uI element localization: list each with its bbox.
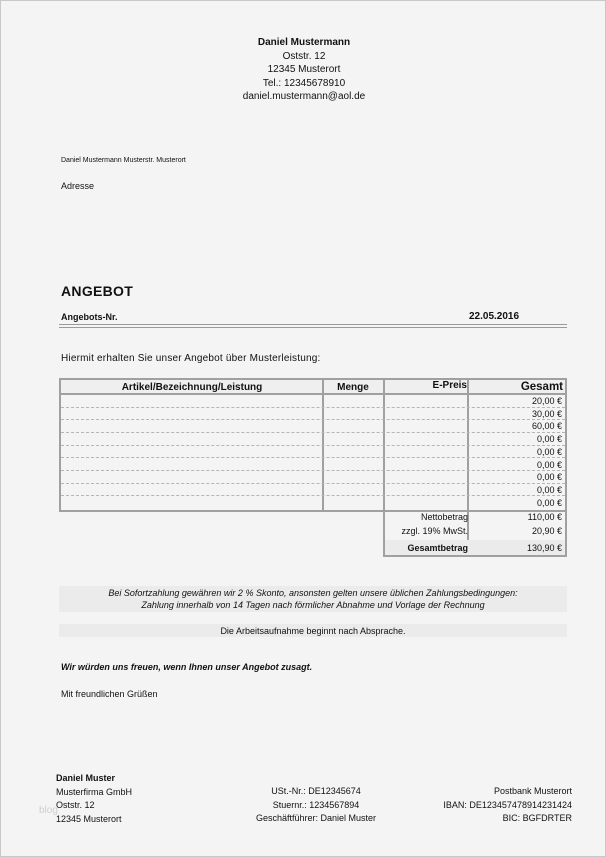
header-quantity: Menge bbox=[337, 382, 369, 393]
offer-date: 22.05.2016 bbox=[469, 311, 520, 322]
return-address-line: Daniel Mustermann Musterstr. Musterort bbox=[61, 157, 186, 164]
offer-number-label: Angebots-Nr. bbox=[61, 312, 118, 322]
row-total: 0,00 € bbox=[536, 472, 562, 483]
work-start-note: Die Arbeitsaufnahme beginnt nach Absprache. bbox=[59, 624, 567, 637]
table-row[interactable] bbox=[61, 484, 565, 497]
footer-iban: IBAN: DE12345747891423142​4 bbox=[443, 799, 572, 810]
footer-tax-number: Stuernr.: 1234567894 bbox=[272, 799, 360, 810]
sender-street: Oststr. 12 bbox=[282, 50, 326, 62]
footer-ceo: Geschäftführer: Daniel Muster bbox=[255, 813, 377, 823]
table-row[interactable] bbox=[61, 471, 565, 484]
table-row[interactable] bbox=[61, 459, 565, 472]
footer-bank: Postbank Musterort bbox=[493, 786, 572, 796]
regards: Mit freundlichen Grüßen bbox=[61, 689, 158, 699]
sender-name: Daniel Mustermann bbox=[257, 37, 351, 48]
sender-phone: Tel.: 12345678910 bbox=[262, 77, 346, 89]
payment-terms-line1: Bei Sofortzahlung gewähren wir 2 % Skonto, ansonsten gelten unsere üblichen Zahlungsbedingungen: bbox=[108, 588, 518, 598]
table-row[interactable] bbox=[61, 408, 565, 421]
table-header bbox=[59, 378, 567, 395]
vat-label: zzgl. 19% MwSt. bbox=[401, 526, 468, 536]
row-total: 60,00 € bbox=[531, 421, 562, 432]
totals-summary bbox=[383, 510, 567, 557]
net-row bbox=[385, 510, 565, 524]
sender-city: 12345 Musterort bbox=[267, 64, 341, 75]
footer-street: Oststr. 12 bbox=[56, 800, 95, 810]
payment-terms-line2: Zahlung innerhalb von 14 Tagen nach förmlicher Abnahme und Vorlage der Rechnung bbox=[141, 600, 485, 610]
table-row[interactable] bbox=[61, 433, 565, 446]
sender-header bbox=[1, 36, 606, 104]
header-unit-price: E-Preis bbox=[432, 380, 467, 391]
double-divider bbox=[59, 324, 567, 328]
vat-value: 20,90 € bbox=[531, 526, 562, 536]
footer-tax-info bbox=[231, 785, 401, 826]
gross-row bbox=[385, 540, 565, 555]
table-row[interactable] bbox=[61, 420, 565, 433]
row-total: 0,00 € bbox=[536, 459, 562, 470]
row-total: 20,00 € bbox=[531, 396, 562, 406]
footer-bic: BIC: BGFDRTER bbox=[502, 813, 572, 823]
table-body bbox=[59, 395, 567, 512]
watermark: blog bbox=[39, 805, 58, 816]
footer-vat-id: USt.-Nr.: DE12345674 bbox=[271, 786, 361, 796]
payment-terms bbox=[59, 586, 567, 612]
table-row[interactable] bbox=[61, 446, 565, 459]
gross-value: 130,90 € bbox=[526, 543, 562, 553]
net-value: 110,00 € bbox=[527, 512, 562, 522]
row-total: 0,00 € bbox=[536, 484, 562, 495]
vat-row bbox=[385, 524, 565, 538]
table-row[interactable] bbox=[61, 497, 565, 510]
intro-text: Hiermit erhalten Sie unser Angebot über Musterleistung: bbox=[61, 353, 321, 364]
column-divider bbox=[322, 380, 324, 393]
column-divider bbox=[383, 380, 385, 393]
document-title: ANGEBOT bbox=[61, 283, 134, 299]
net-label: Nettobetrag bbox=[420, 512, 468, 522]
row-total: 0,00 € bbox=[536, 497, 562, 508]
sender-email: daniel.mustermann@aol.de bbox=[242, 91, 366, 102]
row-total: 30,00 € bbox=[531, 408, 562, 419]
recipient-address: Adresse bbox=[61, 181, 95, 191]
header-item: Artikel/Bezeichnung/Leistung bbox=[121, 382, 263, 393]
footer-city: 12345 Musterort bbox=[56, 813, 122, 824]
footer-bank-info bbox=[401, 785, 572, 826]
row-total: 0,00 € bbox=[536, 434, 562, 445]
row-total: 0,00 € bbox=[536, 446, 562, 457]
footer-company-name: Musterfirma GmbH bbox=[56, 786, 133, 797]
footer-name: Daniel Muster bbox=[56, 773, 116, 783]
closing-sentence: Wir würden uns freuen, wenn Ihnen unser Angebot zusagt. bbox=[61, 662, 313, 672]
gross-label: Gesamtbetrag bbox=[407, 543, 468, 553]
footer-company bbox=[56, 772, 132, 826]
column-divider bbox=[467, 380, 469, 393]
header-total: Gesamt bbox=[520, 381, 563, 393]
table-row[interactable] bbox=[61, 395, 565, 408]
